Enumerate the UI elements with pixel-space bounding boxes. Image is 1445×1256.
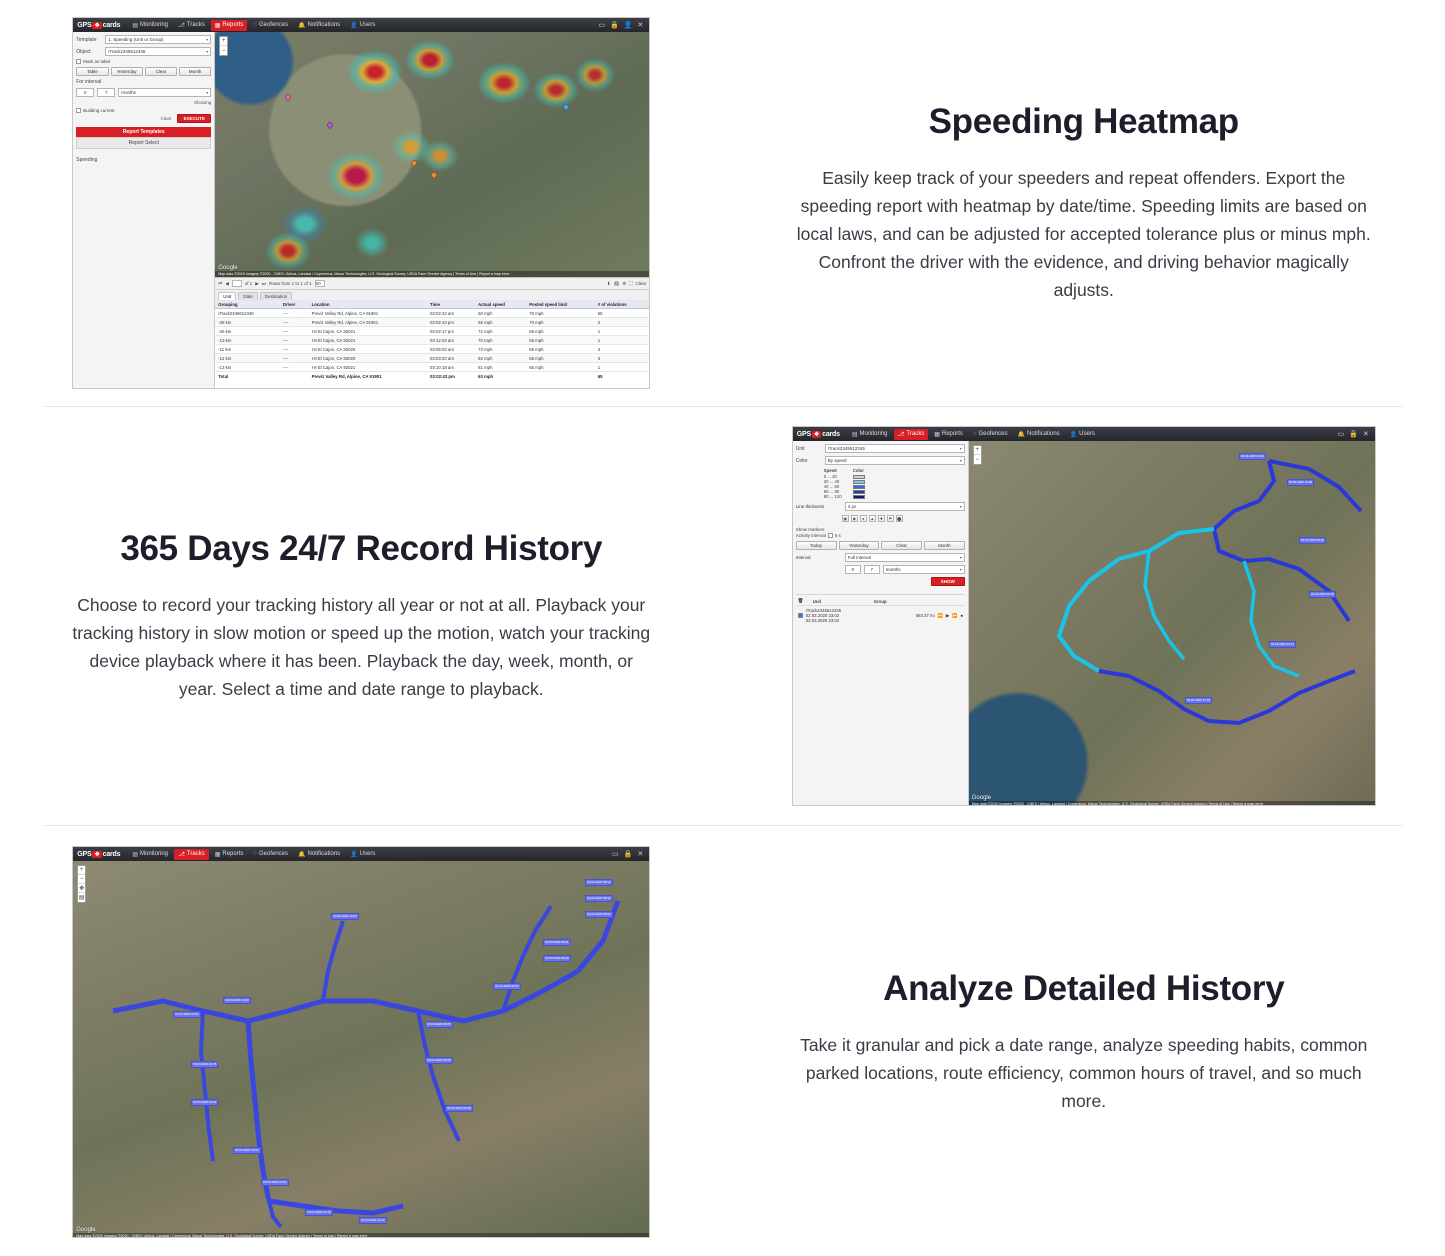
nav-item-reports[interactable]: ▦ Reports (211, 20, 248, 31)
table-row[interactable]: iTrack2345612345 ---- Previz Valley Rd, Alpine, CA 91901 03:02:43 am 60 mph 70 mph 65 (215, 309, 649, 318)
chevron-down-icon: ▾ (959, 446, 962, 451)
table-toolbar (215, 278, 649, 290)
logo-text: GPS (796, 430, 811, 438)
google-watermark: Google (218, 265, 238, 271)
legend-swatch[interactable] (853, 495, 865, 499)
nav-item-tracks[interactable]: ⎇ Tracks (894, 429, 929, 440)
heatmap-map[interactable] (215, 32, 649, 277)
app-logo (797, 431, 840, 438)
zoom-in-icon[interactable]: + (975, 447, 979, 453)
marker-tool-icon[interactable]: ● (860, 515, 867, 522)
table-row[interactable]: -12 km ---- I-8 El Cajon, CA 92020 03:03:20 am 63 mph 65 mph 3 (215, 354, 649, 363)
map-attribution: Map data ©2020 Imagery ©2020 , CNES / Airbus, Landsat / Copernicus, Maxar Technologies, U.S. Geological Survey, USDA Farm Service Agency | Terms of Use | Report a map error (969, 801, 1375, 806)
route-label: 03.03.2020 08:40 (545, 956, 569, 960)
minimize-icon[interactable]: ▭ (598, 22, 605, 29)
rows-range-label: Rows from 1 to 1 of 1 (268, 281, 312, 286)
heat-blob (347, 50, 403, 94)
range-to: 03.03.2020 23:02 (805, 618, 840, 623)
route-label: 03.03.2020 12:02 (235, 1148, 259, 1152)
legend-row: 80 ... 120 (824, 494, 965, 499)
speeding-tree-item[interactable]: Speeding (76, 157, 98, 163)
route-overlay (969, 441, 1375, 806)
map-marker[interactable] (430, 171, 438, 179)
marker-tool-icon[interactable]: ◆ (852, 516, 856, 521)
map-attribution: Map data ©2020 Imagery ©2020 , CNES / Airbus, Landsat / Copernicus, Maxar Technologies, U.S. Geological Survey, USDA Farm Service Agency | Terms of Use | Report a map error (73, 1233, 649, 1238)
copy-analyze-history (723, 969, 1445, 1115)
zoom-out-icon[interactable]: − (975, 456, 979, 463)
route-label: 03.03.2020 09:38 (447, 1106, 471, 1110)
chevron-down-icon: ▾ (959, 567, 962, 572)
gps-app-window-speeding (72, 17, 650, 389)
report-templates-header: Report Templates (76, 127, 211, 137)
route-segment-fast (1099, 671, 1355, 723)
window-controls (612, 850, 645, 858)
object-field-row (76, 47, 211, 56)
layers-icon[interactable]: ▤ (78, 895, 85, 901)
stop-icon[interactable]: ⏹ (960, 613, 963, 618)
nav-item-tracks[interactable]: ⎇ Tracks (174, 849, 209, 860)
clear-table-button[interactable]: Clear (635, 281, 647, 286)
color-mode-select[interactable]: By speed ▾ (825, 456, 965, 465)
track-icon: ⎇ (897, 431, 905, 438)
map-marker[interactable] (326, 121, 334, 129)
map-and-table (215, 32, 649, 389)
unit-label: Unit (795, 445, 805, 452)
template-label: Template (76, 36, 97, 43)
interval-unit-select[interactable]: months ▾ (118, 88, 211, 97)
first-page-icon[interactable]: ⏮ (218, 281, 223, 286)
interval-label: Interval (795, 555, 811, 560)
route-label: 03.03.2020 15:26 (1310, 592, 1335, 596)
route-branch (323, 921, 343, 1001)
route-label: 03.03.2020 09:05 (427, 1022, 451, 1026)
heat-blob (327, 152, 385, 200)
route-label: 03.03.2020 09:20 (427, 1058, 451, 1062)
section-body: Choose to record your tracking history all year or not at all. Playback your tracking history in slow motion or speed up the motion, watch your tracking device playback where it has been. Playback the day, week, month, or year. Select a time and date range to playback. (72, 595, 651, 699)
report-table-area (215, 277, 649, 389)
user-icon[interactable]: 👤 (623, 22, 633, 29)
route-segment-medium (1059, 529, 1214, 671)
pan-icon[interactable]: ✥ (79, 885, 85, 892)
report-icon: ▦ (214, 851, 221, 858)
zoom-out-icon[interactable]: − (79, 876, 84, 882)
showing-row (76, 100, 211, 105)
nav-item-monitoring[interactable]: ▤ Monitoring (132, 851, 168, 858)
show-row (796, 577, 965, 586)
route-label: 03.03.2020 08:52 (495, 984, 519, 988)
today-button[interactable]: Today (796, 541, 837, 550)
route-label: 03.03.2020 17:04 (1186, 698, 1211, 702)
interval-label: For interval (76, 79, 102, 85)
unit-field-row (796, 444, 965, 453)
execute-button[interactable]: EXECUTE (177, 114, 211, 123)
nav-item-users[interactable]: 👤 Users (1069, 431, 1095, 438)
app-titlebar (73, 847, 649, 861)
activity-interval-row[interactable]: Activity interval 5 s (795, 533, 841, 538)
route-segment-medium (1244, 561, 1299, 676)
marker-tool-icon[interactable]: ▣ (843, 516, 848, 521)
nav-item-notifications[interactable]: 🔔 Notifications (298, 22, 341, 29)
chevron-down-icon: ▾ (959, 458, 962, 463)
unit-select[interactable]: iTrack2345612345 ▾ (825, 444, 965, 453)
prev-page-icon[interactable]: ◀ (225, 280, 229, 286)
table-body (215, 309, 649, 372)
logo-mark-icon: ❖ (94, 851, 100, 858)
delete-icon[interactable]: 🗑 (797, 598, 804, 603)
monitor-icon: ▤ (132, 851, 138, 858)
month-button[interactable]: Month (924, 541, 965, 550)
screenshot-record-history (723, 426, 1445, 806)
chevron-down-icon: ▾ (206, 49, 209, 54)
legend-swatch[interactable] (853, 490, 865, 494)
col-driver[interactable]: Driver (280, 300, 309, 309)
close-icon[interactable]: ✕ (637, 851, 644, 858)
mark-as-label-checkbox[interactable]: Mark as label (76, 59, 211, 64)
heat-blob (421, 140, 459, 172)
list-item[interactable] (796, 605, 965, 625)
heat-blob (575, 58, 615, 92)
tracks-panel (793, 441, 969, 806)
logo-suffix: cards (102, 850, 121, 858)
heat-blob (477, 62, 531, 104)
nav-item-geofences[interactable]: ◌ Geofences (253, 851, 288, 857)
col-actual-speed[interactable]: Actual speed (475, 300, 526, 309)
section-body: Take it granular and pick a date range, analyze speeding habits, common parked locations, route efficiency, common hours of travel, and so much more. (800, 1035, 1368, 1111)
last-page-icon[interactable]: ⏭ (261, 281, 266, 286)
range-button-row (76, 67, 211, 76)
gps-app-window-analyze (72, 846, 650, 1238)
section-record-history (0, 407, 1445, 825)
nav-item-tracks[interactable]: ⎇ Tracks (178, 22, 205, 29)
fullscreen-icon[interactable]: ⛶ (629, 281, 633, 286)
route-label: 03.03.2020 16:11 (1270, 642, 1294, 646)
geofence-icon: ◌ (253, 851, 257, 857)
map-attribution: Map data ©2020 Imagery ©2020 , CNES / Airbus, Landsat / Copernicus, Maxar Technologies, U.S. Geological Survey, USDA Farm Service Agency | Terms of Use | Report a map error (215, 271, 649, 277)
chevron-down-icon: ▾ (959, 555, 962, 560)
range-from: 02.03.2020 23:02 (805, 613, 840, 618)
user-icon: 👤 (350, 851, 358, 858)
route-label: 03.03.2020 10:41 (175, 1012, 199, 1016)
route-label: 03.03.2020 13:10 (307, 1210, 331, 1214)
bell-icon: 🔔 (298, 22, 306, 29)
report-select-subheader: Report Select (76, 137, 211, 149)
logo-suffix: cards (822, 430, 840, 438)
section-heading: 365 Days 24/7 Record History (120, 529, 603, 568)
next-page-icon[interactable]: ▶ (255, 280, 259, 286)
speeding-report-table (215, 300, 649, 381)
app-titlebar (73, 18, 649, 32)
table-header-row (215, 300, 649, 309)
google-watermark: Google (76, 1227, 96, 1233)
speed-legend (824, 468, 965, 499)
nav-item-notifications[interactable]: 🔔 Notifications (1017, 431, 1060, 438)
analyze-map[interactable] (73, 861, 649, 1238)
main-nav (128, 849, 379, 860)
route-branch (418, 1011, 459, 1141)
clear-button[interactable]: Clear (881, 541, 922, 550)
route-label: 03.03.2020 12:31 (263, 1180, 287, 1184)
nav-item-geofences[interactable]: ◌ Geofences (253, 22, 288, 28)
user-icon: 👤 (1069, 431, 1078, 438)
table-row[interactable]: -28 km ---- Previz Valley Rd, Alpine, CA 91901 03:02:43 pm 66 mph 70 mph 2 (215, 318, 649, 327)
show-button[interactable]: SHOW (931, 577, 965, 586)
route-branch (248, 1021, 269, 1201)
clear-execute-row (76, 114, 211, 123)
chevron-down-icon: ▾ (959, 504, 962, 509)
copy-record-history (0, 529, 723, 703)
col-time[interactable]: Time (427, 300, 475, 309)
template-field-row (76, 35, 211, 44)
interval-to-input[interactable]: 7 (97, 88, 115, 97)
line-thickness-row (796, 502, 965, 511)
unit-list-header: 🗑 Unit Group (797, 598, 887, 604)
geofence-icon: ◌ (972, 431, 977, 437)
marker-tool-icon[interactable]: ⬤ (897, 516, 902, 521)
yesterday-button[interactable]: Yesterday (839, 541, 880, 550)
route-branch (201, 1011, 213, 1161)
nav-item-monitoring[interactable]: ▤ Monitoring (851, 431, 888, 438)
line-thickness-select[interactable]: 4 px ▾ (845, 502, 965, 511)
heat-blob (405, 40, 455, 80)
report-icon: ▦ (214, 22, 221, 29)
showing-label: Showing (193, 100, 212, 105)
google-watermark: Google (971, 795, 992, 801)
marker-tool-icon[interactable]: ▲ (870, 516, 875, 521)
nav-item-geofences[interactable]: ◌ Geofences (972, 431, 1008, 437)
workspace (73, 32, 649, 389)
clear-button[interactable]: Clear (145, 67, 177, 76)
route-label: 03.03.2020 14:21 (1240, 454, 1265, 458)
section-heading: Speeding Heatmap (928, 102, 1239, 141)
unit-name: iTrack2345612345 (805, 608, 842, 613)
bell-icon: 🔔 (1017, 431, 1025, 438)
table-footer (215, 372, 649, 382)
minimize-icon[interactable]: ▭ (1337, 431, 1345, 438)
app-titlebar (793, 427, 1375, 441)
heat-blob (265, 232, 311, 270)
gps-app-window-history (792, 426, 1376, 806)
route-label: 03.03.2020 08:19 (587, 896, 611, 900)
col-violations[interactable]: # of violations (595, 300, 649, 309)
table-row[interactable]: -26 km ---- I-8 El Cajon, CA 92021 03:02:17 pm 72 mph 65 mph 1 (215, 327, 649, 336)
page-input[interactable] (232, 280, 242, 287)
zoom-in-icon[interactable]: + (221, 38, 226, 44)
checkbox-box (76, 59, 81, 64)
workspace (793, 441, 1375, 806)
interval-unit-select[interactable]: months ▾ (883, 565, 965, 574)
col-location[interactable]: Location (309, 300, 427, 309)
row-checkbox[interactable] (798, 613, 803, 618)
chevron-down-icon: ▾ (206, 90, 209, 95)
distance-value: 684.37 mi (915, 613, 935, 618)
table-button[interactable]: Table (76, 67, 108, 76)
window-controls (1338, 430, 1371, 438)
nav-item-users[interactable]: 👤 Users (350, 22, 376, 29)
section-speeding-heatmap (0, 0, 1445, 406)
checkbox-box (828, 533, 833, 538)
forward-icon[interactable]: ⏩ (952, 612, 958, 618)
tab-unit[interactable]: Unit (218, 292, 236, 300)
lock-icon[interactable]: 🔒 (1349, 431, 1358, 438)
month-button[interactable]: Month (179, 67, 211, 76)
route-segment-fast (1269, 461, 1361, 511)
marker-toolbar (842, 514, 965, 523)
heat-blob (533, 72, 579, 108)
logo-mark-icon: ❖ (94, 22, 100, 29)
object-label: Object (76, 48, 91, 55)
user-icon: 👤 (350, 22, 358, 29)
rewind-icon[interactable]: ⏪ (937, 612, 943, 618)
track-icon: ⎇ (178, 22, 185, 29)
copy-speeding-heatmap (723, 102, 1445, 304)
checkbox-box (76, 108, 81, 113)
route-branch (269, 1201, 403, 1213)
main-nav (128, 20, 379, 31)
play-icon[interactable]: ▶ (945, 612, 950, 618)
col-posted-limit[interactable]: Posted speed limit (526, 300, 595, 309)
window-controls (598, 21, 645, 29)
route-label: 03.03.2020 11:05 (193, 1062, 217, 1066)
logo-mark-icon: ❖ (813, 431, 820, 438)
interval-values-row (796, 565, 965, 574)
table-row[interactable]: -11 km ---- I-8 El Cajon, CA 92020 03:05:02 am 73 mph 65 mph 3 (215, 345, 649, 354)
zoom-in-icon[interactable]: + (79, 867, 84, 873)
route-label: 03.03.2020 15:02 (1300, 538, 1325, 542)
interval-values-row (76, 88, 211, 97)
chevron-down-icon: ▾ (206, 37, 209, 42)
legend-row: 60 ... 80 (824, 489, 965, 494)
map-zoom-controls[interactable] (219, 36, 228, 56)
route-overlay (73, 861, 649, 1238)
section-analyze-history (0, 826, 1445, 1256)
nav-item-monitoring[interactable]: ▤ Monitoring (132, 22, 168, 29)
geofence-icon: ◌ (253, 22, 257, 28)
section-heading: Analyze Detailed History (883, 969, 1285, 1008)
map-marker[interactable] (284, 93, 292, 101)
interval-row (796, 553, 965, 562)
marker-tool-icon[interactable]: ✚ (879, 516, 883, 521)
report-icon: ▦ (934, 431, 940, 438)
interval-from-input[interactable]: 0 (76, 88, 94, 97)
show-markers-checkbox[interactable]: Show markers (795, 527, 825, 532)
table-tabs (215, 290, 649, 300)
legend-swatch[interactable] (853, 480, 865, 484)
yesterday-button[interactable]: Yesterday (111, 67, 143, 76)
zoom-out-icon[interactable]: − (221, 47, 226, 54)
legend-swatch[interactable] (853, 475, 865, 479)
main-nav (848, 429, 1099, 440)
rows-per-page-select[interactable]: 50 (315, 280, 325, 287)
color-field-row (796, 456, 965, 465)
legend-row: 0 ... 20 (824, 474, 965, 479)
legend-row: 40 ... 60 (824, 484, 965, 489)
interval-to-input[interactable]: 7 (864, 565, 880, 574)
screenshot-speeding-heatmap (0, 17, 723, 389)
range-button-row (796, 541, 965, 550)
page-count-label: of 1 (244, 281, 253, 286)
interval-select[interactable]: Full interval ▾ (845, 553, 965, 562)
table-row[interactable]: -13 km ---- I-8 El Cajon, CA 92021 03:10:18 am 61 mph 65 mph 1 (215, 363, 649, 372)
export-icon[interactable]: ⬇ (606, 280, 611, 286)
minimize-icon[interactable]: ▭ (612, 851, 619, 858)
route-label: 03.03.2020 13:44 (361, 1218, 385, 1222)
app-logo (77, 22, 120, 29)
clear-link[interactable]: Clear (160, 116, 172, 121)
nav-item-users[interactable]: 👤 Users (350, 851, 376, 858)
col-grouping[interactable]: Grouping (215, 300, 280, 309)
nav-item-notifications[interactable]: 🔔 Notifications (298, 851, 341, 858)
legend-swatch[interactable] (853, 485, 865, 489)
tab-destination[interactable]: Destination (260, 292, 293, 300)
route-label: 03.03.2020 10:24 (225, 998, 249, 1002)
nav-item-reports[interactable]: ▦ Reports (214, 851, 244, 858)
report-panel (73, 32, 215, 389)
lock-icon[interactable]: 🔒 (609, 22, 619, 29)
table-row[interactable]: -13 km ---- I-8 El Cajon, CA 92021 03:12:02 am 70 mph 65 mph 1 (215, 336, 649, 345)
close-icon[interactable]: ✕ (637, 22, 644, 29)
template-select[interactable]: 1. Speeding (Unit or Group) ▾ (105, 35, 211, 44)
marker-tool-icon[interactable]: ⚑ (888, 516, 893, 521)
color-label: Color (795, 457, 808, 464)
history-map[interactable] (969, 441, 1375, 806)
logo-text: GPS (77, 850, 92, 858)
close-icon[interactable]: ✕ (1362, 431, 1369, 438)
route-label: 03.03.2020 11:22 (193, 1100, 217, 1104)
object-select[interactable]: iTrack2345612345 ▾ (105, 47, 211, 56)
legend-row: 20 ... 40 (824, 479, 965, 484)
tab-date[interactable]: Date (238, 292, 258, 300)
settings-icon[interactable]: ⚙ (622, 280, 627, 286)
table-total-row: Total Previz Valley Rd, Alpine, CA 91901 03:02:43 pm 63 mph 65 (215, 372, 649, 382)
route-label: 03.03.2020 14:28 (1288, 480, 1313, 484)
app-logo (77, 851, 120, 858)
bell-icon: 🔔 (298, 851, 306, 858)
route-label: 03.03.2020 08:31 (545, 940, 569, 944)
interval-row (76, 79, 211, 85)
legend-header: Speed Color (823, 468, 864, 473)
screenshot-analyze-history (0, 846, 723, 1238)
logo-suffix: cards (102, 21, 121, 29)
route-label: 03.03.2020 08:24 (587, 912, 611, 916)
unit-list (796, 594, 965, 625)
section-body: Easily keep track of your speeders and repeat offenders. Export the speeding report with heatmap by date/time. Speeding limits are based on local laws, and can be adjusted for accepted tolerance plus or minus mph. Confront the driver with the evidence, and driving behavior magically adjusts. (796, 168, 1371, 300)
lock-icon[interactable]: 🔒 (623, 851, 633, 858)
logo-text: GPS (77, 21, 92, 29)
monitor-icon: ▤ (851, 431, 858, 438)
heat-blob (355, 228, 389, 258)
nav-item-reports[interactable]: ▦ Reports (934, 431, 963, 438)
print-icon[interactable]: 🖨 (613, 280, 620, 286)
interval-from-input[interactable]: 0 (845, 565, 861, 574)
monitor-icon: ▤ (132, 22, 138, 29)
track-icon: ⎇ (178, 851, 185, 858)
building-current-checkbox[interactable]: Building current (76, 108, 211, 113)
line-thickness-label: Line thickness (795, 504, 825, 509)
route-label: 03.03.2020 08:12 (587, 880, 611, 884)
route-segment-medium (1145, 551, 1184, 659)
route-label: 03.03.2020 10:02 (333, 914, 357, 918)
